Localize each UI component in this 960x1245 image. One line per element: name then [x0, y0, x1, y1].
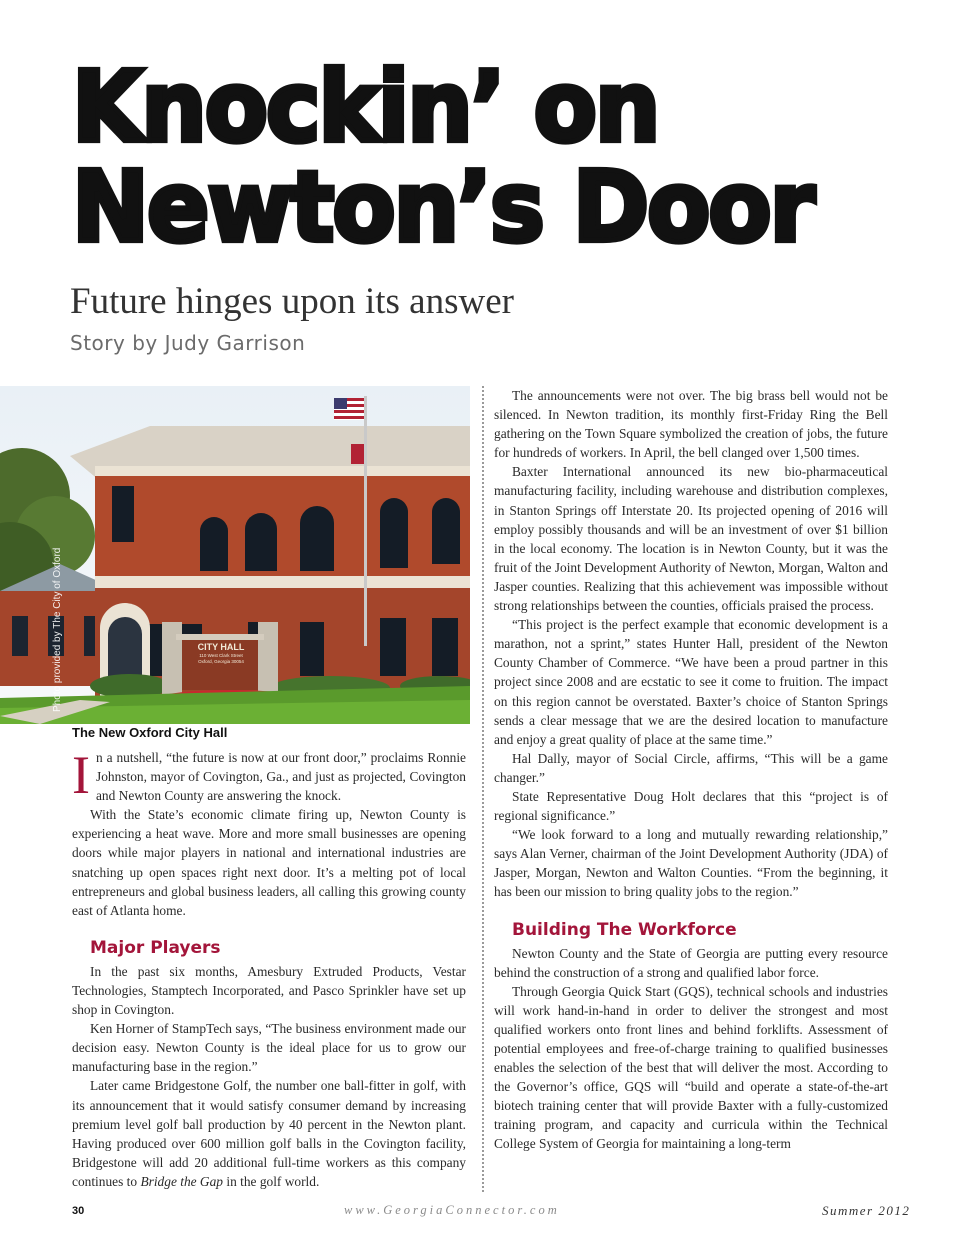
paragraph: “This project is the perfect example that economic development is a marathon, not a sprint,” states Hunter Hall, president of the Newton County Chamber of Commerce. “We have been a proud partner in this project since 2008 and are ecstatic to see it come to fruition. The impact on this region cannot be overstated. Baxter’s choice of Stanton Springs sends a clear message that we are the desired location to manufacture and enjoy a great quality of place at the same time.”: [494, 617, 888, 747]
headline-line-2: Newton’s Door: [72, 150, 813, 264]
sign-address-line-1: 110 West Clark Street: [199, 653, 243, 658]
sign-title: CITY HALL: [197, 642, 245, 652]
page-number: 30: [72, 1205, 85, 1217]
paragraph: Hal Dally, mayor of Social Circle, affirms, “This will be a game changer.”: [494, 750, 888, 785]
paragraph: Newton County and the State of Georgia are putting every resource behind the construction of a strong and qualified labor force.: [494, 945, 888, 980]
paragraph: [72, 1076, 466, 1191]
paragraph: State Representative Doug Holt declares that this “project is of regional significance.”: [494, 788, 888, 824]
paragraph: Baxter International announced its new bio-pharmaceutical manufacturing facility, including warehouse and distribution complexes, in Stanton Springs off Interstate 20. Its projected opening of 2016 will employ possibly thousands and will be an investment of over $1 billion in the local economy. The location is in Newton County, but it was the fruit of the Joint Development Authority of Newton, Morgan, Walton and Jasper counties. Realizing that this achievement was impossible without strong relationships between the counties, officials praised the process.: [494, 464, 888, 614]
drop-cap: I: [72, 745, 90, 805]
headline: [72, 50, 932, 264]
paragraph: In the past six months, Amesbury Extruded Products, Vestar Technologies, Stamptech Incorporated, and Pasco Sprinkler have set up shop in Covington.: [72, 963, 466, 1018]
column-divider: [482, 386, 484, 1192]
paragraph: With the State’s economic climate firing up, Newton County is experiencing a heat wave. More and more small businesses are opening doors while major players in national and international industries are snatching up open spaces right next door. It’s a melting pot of local entrepreneurs and global business leaders, all calling this growing county east of Atlanta home.: [72, 807, 466, 918]
subhead: Future hinges upon its answer: [70, 281, 514, 322]
footer-issue: Summer 2012: [822, 1203, 911, 1218]
city-hall-photo: [0, 386, 470, 724]
photo-caption: The New Oxford City Hall: [72, 725, 228, 740]
paragraph: Ken Horner of StampTech says, “The business environment made our decision easy. Newton County is the ideal place for us to grow our manufacturing base in the region.”: [72, 1021, 466, 1075]
right-column: [494, 386, 888, 1154]
paragraph: Through Georgia Quick Start (GQS), technical schools and industries will work hand-in-hand in order to deliver the strongest and most qualified workers onto front lines and behind forklifts. Assessment of potential employees and free-of-charge training to qualified businesses enables the selection of the best that will deliver the most. According to the Governor’s office, GQS will “build and operate a state-of-the-art biotech training center that will provide Baxter with a fully-customized training program, and capacity and curricula within the Technical College System of Georgia for maintaining a long-term: [494, 983, 888, 1152]
paragraph-text: Later came Bridgestone Golf, the number one ball-fitter in golf, with its announcement that it would satisfy consumer demand by increasing premium level golf ball production by 40 percent in the Newton plant. Having produced over 600 million golf balls in the Covington facility, Bridgestone will add 20 additional full-time workers as this company continues to: [72, 1078, 466, 1189]
intro-paragraph: [72, 745, 466, 805]
italic-phrase: Bridge the Gap: [140, 1173, 223, 1189]
footer-url: www.GeorgiaConnector.com: [344, 1203, 560, 1217]
section-heading-major-players: Major Players: [90, 937, 221, 958]
byline: Story by Judy Garrison: [70, 331, 306, 355]
paragraph-text: in the golf world.: [223, 1173, 320, 1189]
left-column: [72, 745, 466, 1191]
section-heading-building-the-workforce: Building The Workforce: [512, 919, 737, 940]
paragraph: “We look forward to a long and mutually rewarding relationship,” says Alan Verner, chairman of the Joint Development Authority (JDA) of Jasper, Morgan, Newton and Walton Counties. “From the beginning, it has been our mission to bring quality jobs to the region.”: [494, 827, 888, 900]
paragraph: The announcements were not over. The big brass bell would not be silenced. In Newton tradition, its monthly first-Friday Ring the Bell gathering on the Town Square symbolized the creation of jobs, the future for hundreds of workers. In April, the bell clanged over 1,500 times.: [494, 388, 888, 461]
sign-text: [186, 642, 256, 665]
photo-credit: Photo provided by The City of Oxford: [52, 547, 63, 712]
headline-line-1: Knockin’ on: [72, 50, 659, 164]
intro-text: n a nutshell, “the future is now at our front door,” proclaims Ronnie Johnston, mayor of Covington, Ga., and just as projected, Covington and Newton County are answering the knock.: [95, 750, 466, 804]
sign-address-line-2: Oxford, Georgia 30054: [198, 659, 244, 664]
